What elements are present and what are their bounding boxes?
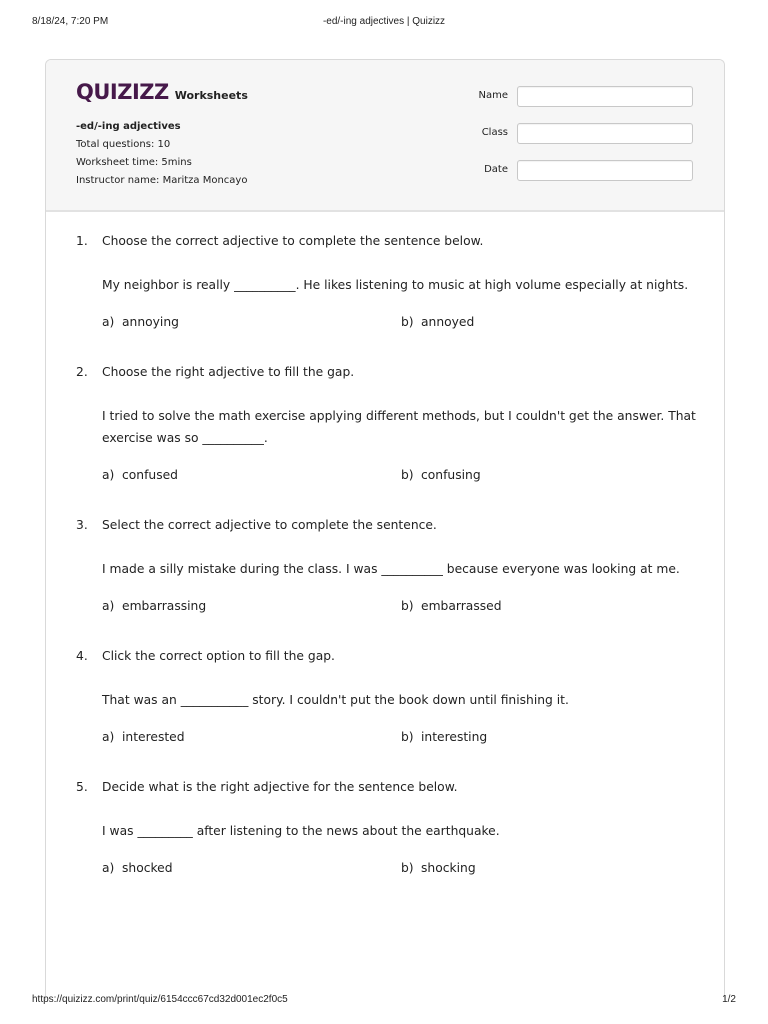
question-sentence: I was _________ after listening to the news about the earthquake. — [102, 824, 500, 838]
option-text: shocked — [122, 861, 173, 875]
option-b[interactable] — [401, 464, 481, 486]
option-letter: a) — [102, 315, 115, 329]
option-letter: b) — [401, 468, 414, 482]
question-number: 3. — [76, 518, 88, 532]
option-text: embarrassing — [122, 599, 207, 613]
total-questions: Total questions: 10 — [76, 139, 171, 150]
option-letter: b) — [401, 315, 414, 329]
question-number: 4. — [76, 649, 88, 663]
question-number: 5. — [76, 780, 88, 794]
option-text: shocking — [421, 861, 476, 875]
option-a[interactable] — [102, 595, 206, 617]
option-letter: a) — [102, 730, 115, 744]
option-a[interactable] — [102, 726, 185, 748]
class-label: Class — [481, 127, 508, 138]
option-b[interactable] — [401, 595, 502, 617]
option-b[interactable] — [401, 311, 474, 333]
worksheet-title: -ed/-ing adjectives — [76, 121, 181, 132]
question-prompt: Choose the right adjective to fill the gap. — [102, 365, 355, 379]
worksheet-page — [45, 59, 725, 1000]
print-footer — [32, 994, 736, 1008]
question-number: 2. — [76, 365, 88, 379]
question-sentence: My neighbor is really __________. He likes listening to music at high volume especially at nights. — [102, 278, 689, 292]
option-a[interactable] — [102, 311, 179, 333]
option-text: interesting — [421, 730, 488, 744]
option-letter: b) — [401, 730, 414, 744]
option-letter: b) — [401, 861, 414, 875]
question-sentence: I tried to solve the math exercise applying different methods, but I couldn't get the answer. That exercise was so __________. — [102, 409, 696, 445]
print-url: https://quizizz.com/print/quiz/6154ccc67cd32d001ec2f0c5 — [32, 994, 288, 1005]
option-letter: a) — [102, 861, 115, 875]
name-field[interactable] — [517, 86, 693, 107]
worksheet-time: Worksheet time: 5mins — [76, 157, 192, 168]
question-prompt: Select the correct adjective to complete the sentence. — [102, 518, 437, 532]
question-prompt: Click the correct option to fill the gap. — [102, 649, 335, 663]
print-tab-title: -ed/-ing adjectives | Quizizz — [322, 16, 446, 27]
option-text: embarrassed — [421, 599, 502, 613]
date-field[interactable] — [517, 160, 693, 181]
option-a[interactable] — [102, 464, 178, 486]
worksheet-meta — [76, 118, 247, 190]
print-datetime: 8/18/24, 7:20 PM — [32, 16, 109, 27]
option-text: confused — [122, 468, 178, 482]
logo-subtitle: Worksheets — [174, 89, 248, 102]
option-letter: b) — [401, 599, 414, 613]
option-letter: a) — [102, 468, 115, 482]
page-indicator: 1/2 — [722, 994, 736, 1005]
option-b[interactable] — [401, 857, 476, 879]
question-sentence: That was an ___________ story. I couldn't put the book down until finishing it. — [102, 693, 569, 707]
worksheet-header — [46, 60, 724, 212]
class-field[interactable] — [517, 123, 693, 144]
question-number: 1. — [76, 234, 88, 248]
logo-wordmark: QUIZIZZ — [76, 80, 169, 104]
question-prompt: Decide what is the right adjective for the sentence below. — [102, 780, 458, 794]
option-letter: a) — [102, 599, 115, 613]
option-text: annoyed — [421, 315, 475, 329]
date-label: Date — [484, 164, 508, 175]
option-text: annoying — [122, 315, 179, 329]
question-sentence: I made a silly mistake during the class. I was __________ because everyone was looking at me. — [102, 562, 680, 576]
name-label: Name — [478, 90, 508, 101]
question-prompt: Choose the correct adjective to complete the sentence below. — [102, 234, 484, 248]
quizizz-logo — [76, 80, 248, 106]
option-b[interactable] — [401, 726, 487, 748]
print-header — [32, 16, 736, 30]
option-text: confusing — [421, 468, 481, 482]
option-a[interactable] — [102, 857, 173, 879]
instructor-name: Instructor name: Maritza Moncayo — [76, 175, 248, 186]
option-text: interested — [122, 730, 185, 744]
